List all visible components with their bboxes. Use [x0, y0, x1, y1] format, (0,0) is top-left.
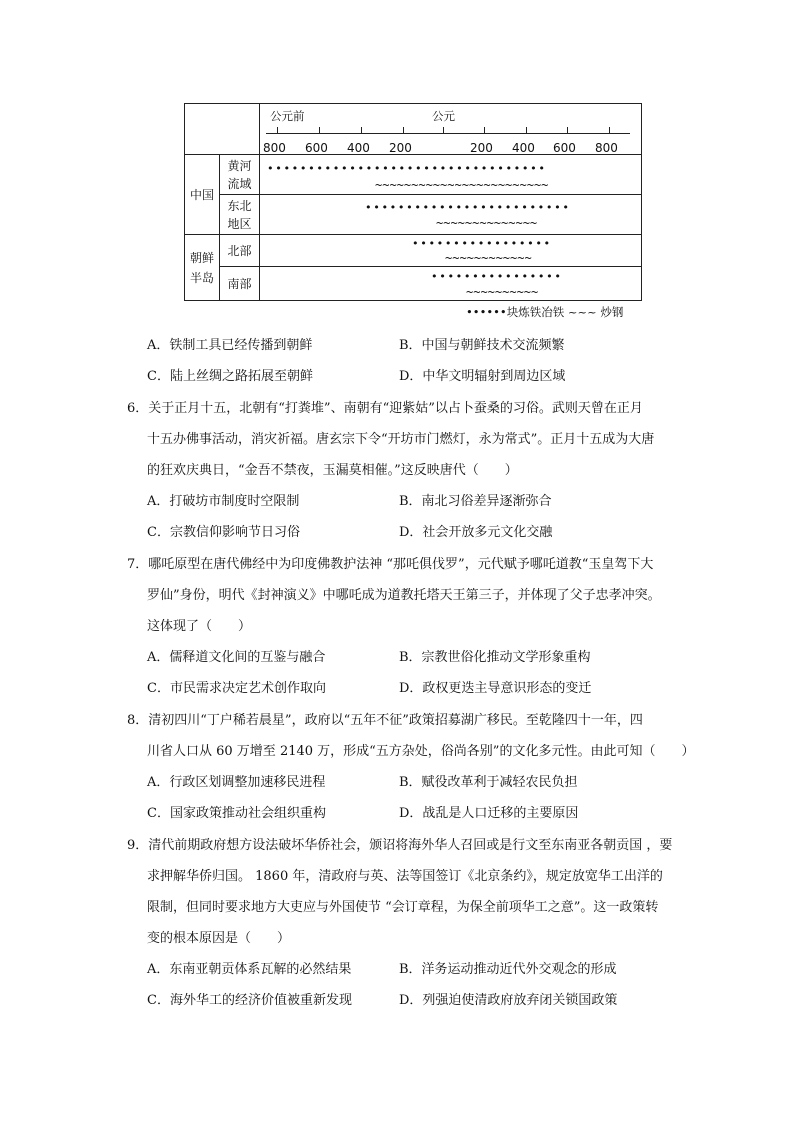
q7-option-c[interactable]: C．市民需求决定艺术创作取向	[147, 681, 326, 696]
q6-option-c[interactable]: C．宗教信仰影响节日习俗	[147, 525, 300, 540]
row-dongbei-bars	[260, 195, 642, 235]
q9-option-a[interactable]: A．东南亚朝贡体系瓦解的必然结果	[147, 962, 352, 977]
q6-stem-line: 十五办佛事活动，消灾祈福。唐玄宗下令“开坊市门燃灯，永为常式”。正月十五成为大唐	[147, 432, 655, 447]
q5-option-a[interactable]: A．铁制工具已经传播到朝鲜	[147, 338, 313, 353]
q5-option-d[interactable]: D．中华文明辐射到周边区域	[399, 369, 566, 384]
bloomery-bar: •••••••••••••••••	[412, 237, 552, 250]
tick-mark	[319, 127, 320, 133]
tick-label: 800	[595, 141, 618, 155]
row-huanghe-bars	[260, 155, 642, 195]
chart-legend: ••••••块炼铁冶铁 ~~~ 炒钢	[466, 305, 624, 319]
row-north-bars	[260, 235, 642, 267]
q9-stem-line: 变的根本原因是（ ）	[147, 931, 291, 946]
row-label-dongbei	[220, 195, 260, 235]
q9-stem-line: 求押解华侨归国。 1860 年，清政府与英、法等国签订《北京条约》，规定放宽华工出洋的	[147, 869, 663, 884]
q5-option-c[interactable]: C．陆上丝绸之路拓展至朝鲜	[147, 369, 313, 384]
group-china-label: 中国	[189, 187, 214, 202]
group-china	[185, 155, 220, 235]
q7-option-a[interactable]: A．儒释道文化间的互鉴与融合	[147, 650, 326, 665]
chart-timeline-header	[260, 104, 642, 155]
tick-mark	[484, 127, 485, 133]
tick-label: 600	[553, 141, 576, 155]
tick-mark	[361, 127, 362, 133]
q8-stem-line: 8．清初四川“丁户稀若晨星”，政府以“五年不征”政策招募湖广移民。至乾隆四十一年，四	[127, 713, 643, 728]
tick-label: 200	[470, 141, 493, 155]
bloomery-bar: •••••••••••••••••••••••••	[365, 201, 571, 214]
q8-option-a[interactable]: A．行政区划调整加速移民进程	[147, 775, 326, 790]
q6-option-d[interactable]: D．社会开放多元文化交融	[399, 525, 553, 540]
q7-stem-line: 这体现了（ ）	[147, 619, 252, 634]
q9-stem-line: 限制，但同时要求地方大吏应与外国使节 “会订章程，为保全前项华工之意”。这一政策转	[147, 900, 659, 915]
header-bc: 公元前	[270, 109, 305, 123]
q8-option-d[interactable]: D．战乱是人口迁移的主要原因	[399, 806, 579, 821]
q7-stem-line: 7．哪吒原型在唐代佛经中为印度佛教护法神 “那吒俱伐罗”，元代赋予哪吒道教“玉皇驾下大	[127, 557, 654, 572]
chart-corner-cell	[185, 104, 260, 155]
q9-option-d[interactable]: D．列强迫使清政府放弃闭关锁国政策	[399, 993, 618, 1008]
header-ad: 公元	[432, 109, 455, 123]
row-south-label: 南部	[227, 276, 252, 291]
bloomery-bar: ••••••••••••••••••••••••••••••••••	[267, 162, 547, 175]
row-south-bars	[260, 267, 642, 301]
puddling-bar: ~~~~~~~~~~~~	[445, 251, 532, 265]
q6-stem-line: 6．关于正月十五，北朝有“打粪堆”、南朝有“迎紫姑”以占卜蚕桑的习俗。武则天曾在正月	[127, 401, 643, 416]
tick-mark	[526, 127, 527, 133]
row-label-north	[220, 235, 260, 267]
q8-option-c[interactable]: C．国家政策推动社会组织重构	[147, 806, 326, 821]
group-korea	[185, 235, 220, 301]
row-label-south	[220, 267, 260, 301]
tick-label: 400	[512, 141, 535, 155]
q9-option-c[interactable]: C．海外华工的经济价值被重新发现	[147, 993, 352, 1008]
q6-stem-line: 的狂欢庆典日，“金吾不禁夜，玉漏莫相催。”这反映唐代（ ）	[147, 463, 518, 478]
q5-option-b[interactable]: B．中国与朝鲜技术交流频繁	[399, 338, 565, 353]
tick-mark	[277, 127, 278, 133]
q6-option-b[interactable]: B．南北习俗差异逐渐弥合	[399, 494, 552, 509]
iron-technology-chart	[184, 103, 642, 301]
q8-option-b[interactable]: B．赋役改革利于减轻农民负担	[399, 775, 578, 790]
tick-label: 600	[305, 141, 328, 155]
row-north-label: 北部	[227, 243, 252, 258]
tick-mark	[609, 127, 610, 133]
tick-mark	[567, 127, 568, 133]
tick-mark	[403, 127, 404, 133]
q7-option-d[interactable]: D．政权更迭主导意识形态的变迁	[399, 681, 592, 696]
row-label-huanghe	[220, 155, 260, 195]
q9-option-b[interactable]: B．洋务运动推动近代外交观念的形成	[399, 962, 617, 977]
puddling-bar: ~~~~~~~~~~	[466, 285, 539, 299]
timeline-axis	[266, 133, 630, 134]
q7-stem-line: 罗仙”身份，明代《封神演义》中哪吒成为道教托塔天王第三子，并体现了父子忠孝冲突。	[147, 588, 661, 603]
group-korea-label: 朝鲜半岛	[189, 250, 214, 285]
q6-option-a[interactable]: A．打破坊市制度时空限制	[147, 494, 300, 509]
q8-stem-line: 川省人口从 60 万增至 2140 万，形成“五方杂处，俗尚各别”的文化多元性。由此可知（ ）	[147, 744, 695, 759]
q7-option-b[interactable]: B．宗教世俗化推动文学形象重构	[399, 650, 591, 665]
tick-label: 200	[389, 141, 412, 155]
tick-label: 800	[263, 141, 286, 155]
row-dongbei-label: 东北地区	[227, 198, 252, 231]
tick-mark	[443, 127, 444, 133]
puddling-bar: ~~~~~~~~~~~~~~~~~~~~~~~~	[375, 178, 549, 192]
bloomery-bar: ••••••••••••••••	[431, 270, 563, 283]
row-huanghe-label: 黄河流域	[227, 158, 252, 191]
puddling-bar: ~~~~~~~~~~~~~~	[436, 216, 538, 230]
tick-label: 400	[347, 141, 370, 155]
q9-stem-line: 9．清代前期政府想方设法破坏华侨社会，颁诏将海外华人召回或是行文至东南亚各朝贡国 ，要	[127, 838, 673, 853]
